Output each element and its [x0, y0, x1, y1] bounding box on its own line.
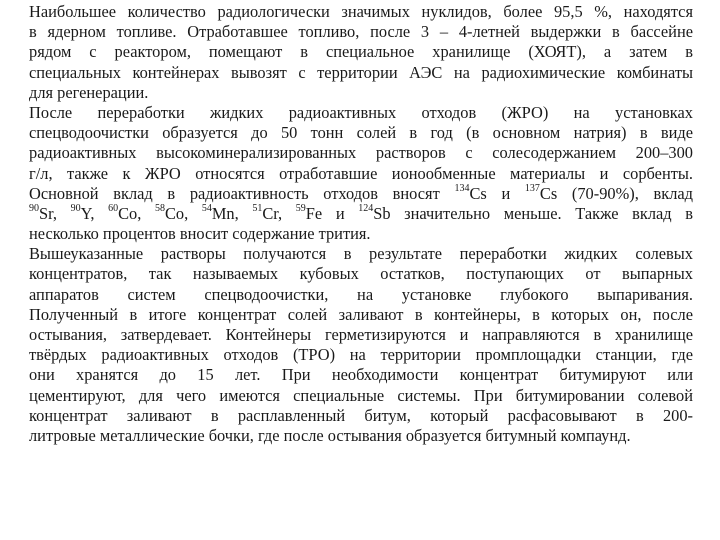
text-segment: твёрдых радиоактивных отходов (ТРО) на территории промплощадки станции, где	[29, 345, 693, 365]
text-segment: спецводоочистки образуется до 50 тонн солей в год (в основном натрия) в виде	[29, 123, 693, 143]
text-line	[29, 224, 693, 244]
isotope-mass-number: 60	[108, 203, 119, 215]
isotope-mass-number: 90	[70, 203, 81, 215]
isotope-mass-number: 137	[524, 183, 540, 195]
text-segment: несколько процентов вносит содержание трития.	[29, 224, 371, 244]
text-line	[29, 83, 693, 103]
text-line	[29, 426, 693, 446]
text-segment: цементируют, для чего имеются специальные системы. При битумировании солевой	[29, 385, 693, 405]
text-line	[29, 285, 693, 305]
text-segment: специальных контейнерах вывозят с территории АЭС на радиохимические комбинаты	[29, 62, 693, 82]
text-segment: Co,	[164, 203, 202, 223]
isotope-mass-number: 58	[154, 203, 165, 215]
text-line	[29, 123, 693, 143]
text-line	[29, 386, 693, 406]
text-line	[29, 42, 693, 62]
text-segment: Y,	[80, 203, 109, 223]
text-line	[29, 184, 693, 204]
isotope-mass-number: 90	[29, 203, 39, 215]
document-page	[29, 2, 693, 446]
text-line	[29, 22, 693, 42]
text-segment: Вышеуказанные растворы получаются в результате переработки жидких солевых	[29, 244, 693, 264]
text-segment: Основной вклад в радиоактивность отходов вносят	[29, 183, 455, 203]
text-segment: Полученный в итоге концентрат солей заливают в контейнеры, в которых он, после	[29, 304, 693, 324]
text-segment: рядом с реактором, помещают в специальное хранилище (ХОЯТ), а затем в	[29, 42, 693, 62]
isotope-mass-number: 124	[358, 203, 374, 215]
text-line	[29, 406, 693, 426]
text-segment: Cs и	[469, 183, 525, 203]
text-segment: концентратов, так называемых кубовых остатков, поступающих от выпарных	[29, 264, 693, 284]
text-line	[29, 345, 693, 365]
text-segment: Cr,	[262, 203, 296, 223]
text-segment: Наибольшее количество радиологически значимых нуклидов, более 95,5 %, находятся	[29, 2, 693, 21]
text-line	[29, 305, 693, 325]
text-segment: остывания, затвердевает. Контейнеры герметизируются и направляются в хранилище	[29, 325, 693, 344]
text-line	[29, 143, 693, 163]
text-line	[29, 244, 693, 264]
text-segment: Mn,	[211, 203, 253, 223]
text-segment: они хранятся до 15 лет. При необходимости концентрат битумируют или	[29, 365, 693, 385]
isotope-mass-number: 51	[252, 203, 263, 215]
text-segment: аппаратов систем спецводоочистки, на установке глубокого выпаривания.	[29, 284, 693, 304]
text-segment: литровые металлические бочки, где после остывания образуется битумный компаунд.	[29, 425, 631, 445]
text-segment: радиоактивных высокоминерализированных растворов с солесодержанием 200–300	[29, 143, 693, 163]
text-segment: Fe и	[305, 203, 359, 223]
text-segment: Co,	[118, 203, 155, 223]
isotope-mass-number: 134	[454, 183, 470, 195]
text-segment: г/л, также к ЖРО относятся отработавшие ионообменные материалы и сорбенты.	[29, 163, 693, 183]
text-segment: Sr,	[39, 203, 71, 223]
text-line	[29, 2, 693, 22]
text-line	[29, 63, 693, 83]
text-segment: для регенерации.	[29, 82, 149, 102]
text-line	[29, 204, 693, 224]
text-segment: в ядерном топливе. Отработавшее топливо, после 3 – 4-летней выдержки в бассейне	[29, 22, 693, 42]
isotope-mass-number: 59	[295, 203, 306, 215]
text-line	[29, 325, 693, 345]
text-segment: Cs (70-90%), вклад	[539, 183, 693, 203]
text-line	[29, 164, 693, 184]
text-segment: После переработки жидких радиоактивных отходов (ЖРО) на установках	[29, 102, 693, 122]
text-line	[29, 365, 693, 385]
text-segment: концентрат заливают в расплавленный битум, который расфасовывают в 200-	[29, 405, 693, 425]
text-line	[29, 264, 693, 284]
isotope-mass-number: 54	[201, 203, 212, 215]
text-segment: Sb значительно меньше. Также вклад в	[373, 203, 693, 223]
text-line	[29, 103, 693, 123]
